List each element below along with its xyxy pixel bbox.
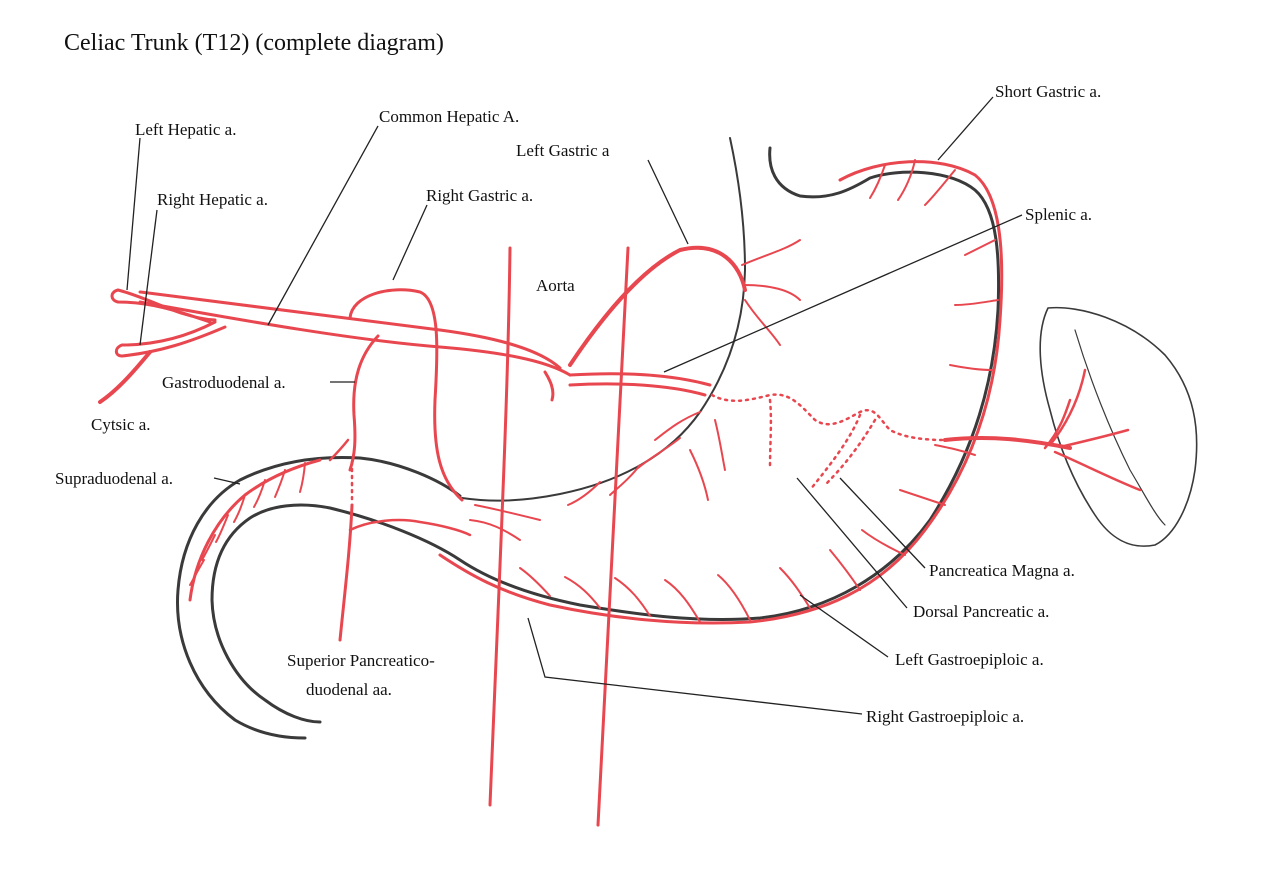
label-cystic: Cytsic a. <box>91 415 151 434</box>
gastric-branch-r8 <box>780 568 810 608</box>
organ-outlines <box>178 138 1197 738</box>
leader-left-hepatic <box>127 138 140 290</box>
label-right-gastric: Right Gastric a. <box>426 186 534 205</box>
leader-right-gastric <box>393 205 427 280</box>
leader-right-gastroepiploic <box>528 618 862 714</box>
pancreatic-dotted-1 <box>712 395 945 440</box>
pancreatic-dotted-2 <box>770 400 771 468</box>
stomach-greater-curvature-outline <box>212 148 999 722</box>
label-short-gastric: Short Gastric a. <box>995 82 1102 101</box>
leader-right-hepatic <box>140 210 157 345</box>
label-aorta: Aorta <box>536 276 575 295</box>
supraduodenal-tick-7 <box>190 560 204 585</box>
pancreatic-dotted-3 <box>810 415 860 490</box>
leader-short-gastric <box>938 97 993 160</box>
gastric-branch-r5 <box>900 490 945 505</box>
common-hepatic-artery-lower <box>140 302 570 375</box>
gastric-branch-r1 <box>965 240 995 255</box>
label-dorsal-pancreatic: Dorsal Pancreatic a. <box>913 602 1050 621</box>
label-pancreatica-magna: Pancreatica Magna a. <box>929 561 1075 580</box>
leader-pancreatica-magna <box>840 478 925 568</box>
label-left-hepatic: Left Hepatic a. <box>135 120 237 139</box>
lesser-branch-1 <box>655 412 700 440</box>
gastric-branch-r6 <box>862 530 905 555</box>
label-right-hepatic: Right Hepatic a. <box>157 190 268 209</box>
aorta-wall-right <box>598 248 628 825</box>
lesser-branch-6 <box>690 450 708 500</box>
diagram-title: Celiac Trunk (T12) (complete diagram) <box>64 30 444 56</box>
short-gastric-arcade <box>440 162 1002 623</box>
label-superior-pancreaticoduodenal-1: Superior Pancreatico- <box>287 651 435 670</box>
gastric-branch-r7 <box>830 550 860 590</box>
lesser-branch-2 <box>638 438 680 468</box>
label-gastroduodenal: Gastroduodenal a. <box>162 373 286 392</box>
gastric-branch-r3 <box>950 365 992 370</box>
label-supraduodenal: Supraduodenal a. <box>55 469 174 488</box>
right-gastroepiploic-branch-1 <box>470 520 520 540</box>
cystic-artery <box>100 352 150 402</box>
spleen-hilum-line <box>1075 330 1165 525</box>
labels <box>55 82 1101 726</box>
supraduodenal-artery <box>190 460 320 600</box>
gastric-branch-r9 <box>718 575 750 620</box>
common-hepatic-artery-upper <box>140 292 560 368</box>
label-splenic: Splenic a. <box>1025 205 1093 224</box>
leader-splenic <box>664 215 1022 372</box>
splenic-branch-3 <box>1055 452 1140 490</box>
label-left-gastroepiploic: Left Gastroepiploic a. <box>895 650 1044 669</box>
superior-pancreaticoduodenal-artery <box>340 505 352 640</box>
pancreatic-dotted-4 <box>825 420 875 485</box>
short-gastric-branch-1 <box>870 165 885 198</box>
label-common-hepatic: Common Hepatic A. <box>379 107 520 126</box>
lesser-branch-4 <box>568 482 600 505</box>
left-gastric-branch-1 <box>742 240 800 265</box>
label-left-gastric: Left Gastric a <box>516 141 610 160</box>
right-hepatic-artery <box>116 322 225 356</box>
gastric-branch-r2 <box>955 300 998 305</box>
gastroduodenal-artery <box>350 336 378 470</box>
label-right-gastroepiploic: Right Gastroepiploic a. <box>866 707 1025 726</box>
right-gastroepiploic-branch-2 <box>475 505 540 520</box>
celiac-trunk <box>545 372 553 400</box>
left-gastric-branch-2 <box>745 285 800 300</box>
lesser-branch-5 <box>715 420 725 470</box>
label-superior-pancreaticoduodenal-2: duodenal aa. <box>306 680 392 699</box>
short-gastric-branch-2 <box>898 160 915 200</box>
splenic-artery-lower <box>570 384 705 395</box>
leader-left-gastric <box>648 160 688 244</box>
leader-common-hepatic <box>268 126 378 325</box>
left-gastric-branch-3 <box>745 300 780 345</box>
leader-left-gastroepiploic <box>800 595 888 657</box>
